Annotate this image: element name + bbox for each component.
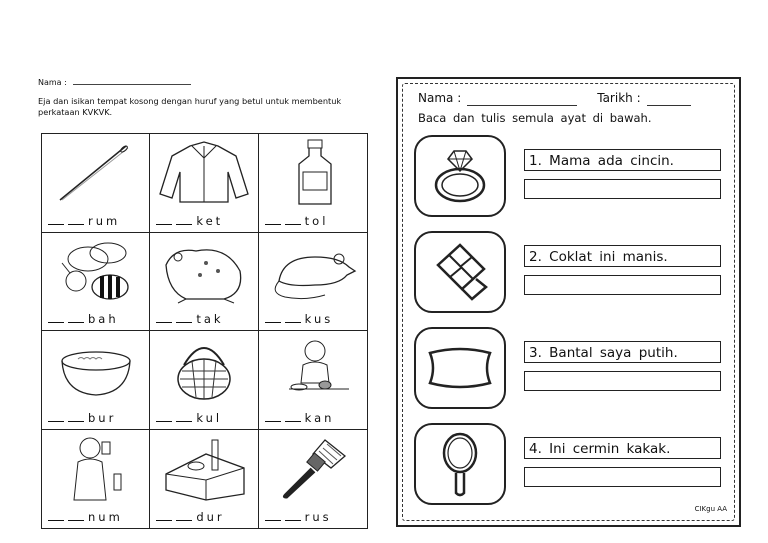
word-blank[interactable]: tol bbox=[265, 214, 329, 228]
right-instruction: Baca dan tulis semula ayat di bawah. bbox=[418, 111, 652, 125]
word-blank[interactable]: rum bbox=[48, 214, 120, 228]
sentence-text: 4. Ini cermin kakak. bbox=[524, 437, 721, 459]
word-blank[interactable]: ket bbox=[156, 214, 223, 228]
sentence-row bbox=[414, 231, 729, 313]
ring-icon bbox=[424, 143, 496, 209]
grid-cell bbox=[150, 331, 258, 430]
answer-box[interactable] bbox=[524, 275, 721, 295]
girl-eating-icon bbox=[265, 335, 361, 405]
date-blank[interactable] bbox=[647, 91, 691, 106]
grid-cell bbox=[259, 331, 367, 430]
grid-cell bbox=[150, 430, 258, 529]
needle-icon bbox=[48, 138, 144, 208]
sentence-text: 3. Bantal saya putih. bbox=[524, 341, 721, 363]
sentence-row bbox=[414, 135, 729, 217]
picture-box bbox=[414, 327, 506, 409]
picture-box bbox=[414, 135, 506, 217]
word-blank[interactable]: kan bbox=[265, 411, 335, 425]
word-blank[interactable]: kus bbox=[265, 312, 334, 326]
grid-cell bbox=[150, 134, 258, 233]
pillow-icon bbox=[424, 335, 496, 401]
grid-cell bbox=[259, 134, 367, 233]
picture-box bbox=[414, 423, 506, 505]
right-worksheet bbox=[396, 77, 741, 527]
boy-drinking-icon bbox=[48, 434, 144, 504]
word-blank[interactable]: kul bbox=[156, 411, 222, 425]
chocolate-icon bbox=[424, 239, 496, 305]
grid-cell bbox=[150, 233, 258, 332]
word-blank[interactable]: num bbox=[48, 510, 123, 524]
instruction-text: Eja dan isikan tempat kosong dengan huruf yang betul untuk membentuk perkataan KVKVK. bbox=[38, 96, 342, 117]
grid-cell bbox=[42, 134, 150, 233]
grid-cell bbox=[259, 233, 367, 332]
right-header bbox=[418, 91, 691, 106]
paintbrush-icon bbox=[265, 434, 361, 504]
answer-box[interactable] bbox=[524, 467, 721, 487]
name-blank[interactable] bbox=[73, 84, 191, 85]
name-line bbox=[38, 78, 191, 87]
frog-icon bbox=[156, 237, 252, 307]
word-blank[interactable]: dur bbox=[156, 510, 224, 524]
answer-box[interactable] bbox=[524, 179, 721, 199]
grid-cell bbox=[42, 233, 150, 332]
grid-cell bbox=[259, 430, 367, 529]
name-blank[interactable] bbox=[467, 91, 577, 106]
word-grid bbox=[41, 133, 368, 529]
jacket-icon bbox=[156, 138, 252, 208]
mirror-icon bbox=[424, 431, 496, 497]
word-blank[interactable]: tak bbox=[156, 312, 223, 326]
bee-icon bbox=[48, 237, 144, 307]
bottle-icon bbox=[265, 138, 361, 208]
word-blank[interactable]: rus bbox=[265, 510, 332, 524]
sentence-row bbox=[414, 327, 729, 409]
porridge-bowl-icon bbox=[48, 335, 144, 405]
sentence-text: 1. Mama ada cincin. bbox=[524, 149, 721, 171]
rat-icon bbox=[265, 237, 361, 307]
basket-icon bbox=[156, 335, 252, 405]
picture-box bbox=[414, 231, 506, 313]
name-label: Nama : bbox=[38, 78, 67, 87]
word-blank[interactable]: bah bbox=[48, 312, 119, 326]
sentence-row bbox=[414, 423, 729, 505]
credit-text: CIKgu AA bbox=[694, 505, 727, 513]
sentence-text: 2. Coklat ini manis. bbox=[524, 245, 721, 267]
bed-icon bbox=[156, 434, 252, 504]
grid-cell bbox=[42, 331, 150, 430]
name-label: Nama : bbox=[418, 91, 462, 105]
date-label: Tarikh : bbox=[597, 91, 641, 105]
word-blank[interactable]: bur bbox=[48, 411, 116, 425]
answer-box[interactable] bbox=[524, 371, 721, 391]
grid-cell bbox=[42, 430, 150, 529]
